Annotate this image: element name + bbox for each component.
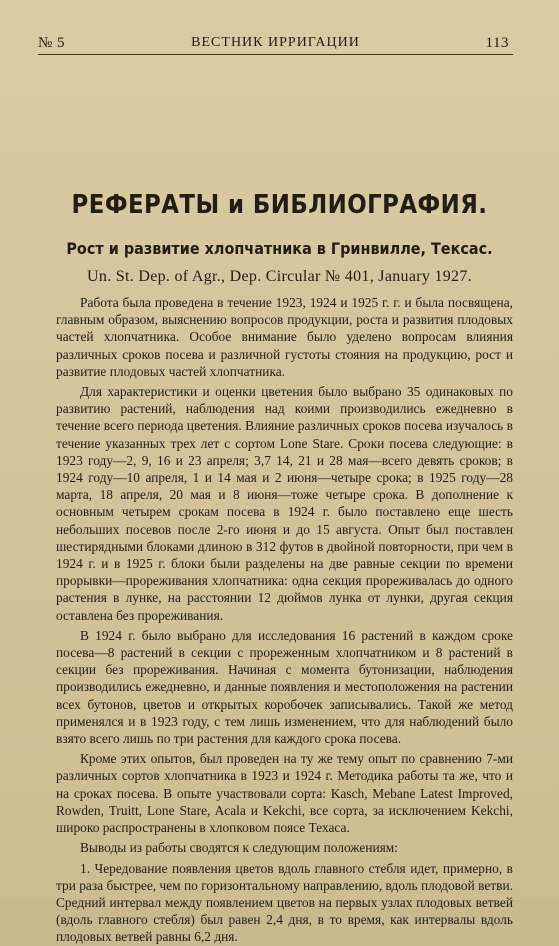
running-header xyxy=(38,34,513,55)
paragraph: 1. Чередование появления цветов вдоль главного стебля идет, примерно, в три раза быстрее, чем по горизонтальному направлению, вдоль плодовой ветви. Средний интервал между появлением цветов на первых узлах плодовых ветвей (вдоль главного стебля) был равен 2,4 дня, в то время, как интервалы вдоль плодовых ветвей равны 6,2 дня. xyxy=(56,860,513,945)
page-number: 113 xyxy=(485,35,509,51)
journal-title: ВЕСТНИК ИРРИГАЦИИ xyxy=(191,35,360,50)
paragraph: Выводы из работы сводятся к следующим положениям: xyxy=(80,840,399,856)
paragraph: В 1924 г. было выбрано для исследования 16 растений в каждом сроке посева—8 растений в секции с прореженным хлопчатником и 8 растений в секции без прореживания. Начиная с момента бутонизации, наблюдения производились ежедневно, и данные появления и местоположения на растении всех бутонов, цветов и открытых коробочек записывались. Такой же метод применялся и в 1923 году, с тем лишь изменением, что для наблюдений было взято всего лишь по три растения для каждого срока посева. xyxy=(56,627,513,747)
article-title: Рост и развитие хлопчатника в Гринвилле, Тексас. xyxy=(66,239,493,258)
article-body xyxy=(56,294,513,946)
paragraph: Работа была проведена в течение 1923, 1924 и 1925 г. г. и была посвящена, главным образом, выяснению вопросов продукции, роста и развития плодовых частей хлопчатника. Особое внимание было уделено вопросам влияния различных сроков посева и различной густоты стояния на продукцию, рост и развитие плодовых частей хлопчатника. xyxy=(56,295,513,379)
section-title: РЕФЕРАТЫ и БИБЛИОГРАФИЯ. xyxy=(71,190,488,220)
paragraph: Кроме этих опытов, был проведен на ту же тему опыт по сравнению 7-ми различных сортов хлопчатника в 1923 и 1924 г. Методика работы та же, что и на сроках посева. В опыте участвовали сорта: Kasch, Mebane Latest Improved, Rowden, Truitt, Lone Stare, Acala и Kekchi, все сорта, за исключением Kekchi, широко распространены в хлопковом поясе Техаса. xyxy=(56,751,513,836)
issue-number: № 5 xyxy=(38,35,66,51)
article-source: Un. St. Dep. of Agr., Dep. Circular № 401, January 1927. xyxy=(87,268,472,285)
paragraph: Для характеристики и оценки цветения было выбрано 35 одинаковых по развитию растений, наблюдения над коими производились ежедневно в течение всего периода цветения. Влияние различных сроков посева изучалось в течение указанных трех лет с сортом Lone Stare. Сроки посева следующие: в 1923 году—2, 9, 16 и 23 апреля; 3,7 14, 21 и 28 мая—всего девять сроков; в 1924 году—10 апреля, 1 и 14 мая и 2 июня—четыре срока; в 1925 году—28 марта, 18 апреля, 20 мая и 8 июня—тоже четыре срока. В дополнение к основным четырем срокам посева в 1924 г. было поставлено еще шесть небольших посевов после 2-го июня и до 15 августа. Опыт был поставлен шестирядными блоками длиною в 312 футов в двойной повторности, при чем в 1924 г. и в 1925 г. блоки были разделены на две равные секции по времени прорывки—прореживания хлопчатника: одна секция прореживалась до одного растения в лунке, на расстоянии 12 дюймов лунка от лунки, другая секция оставлена без прореживания. xyxy=(56,384,513,623)
